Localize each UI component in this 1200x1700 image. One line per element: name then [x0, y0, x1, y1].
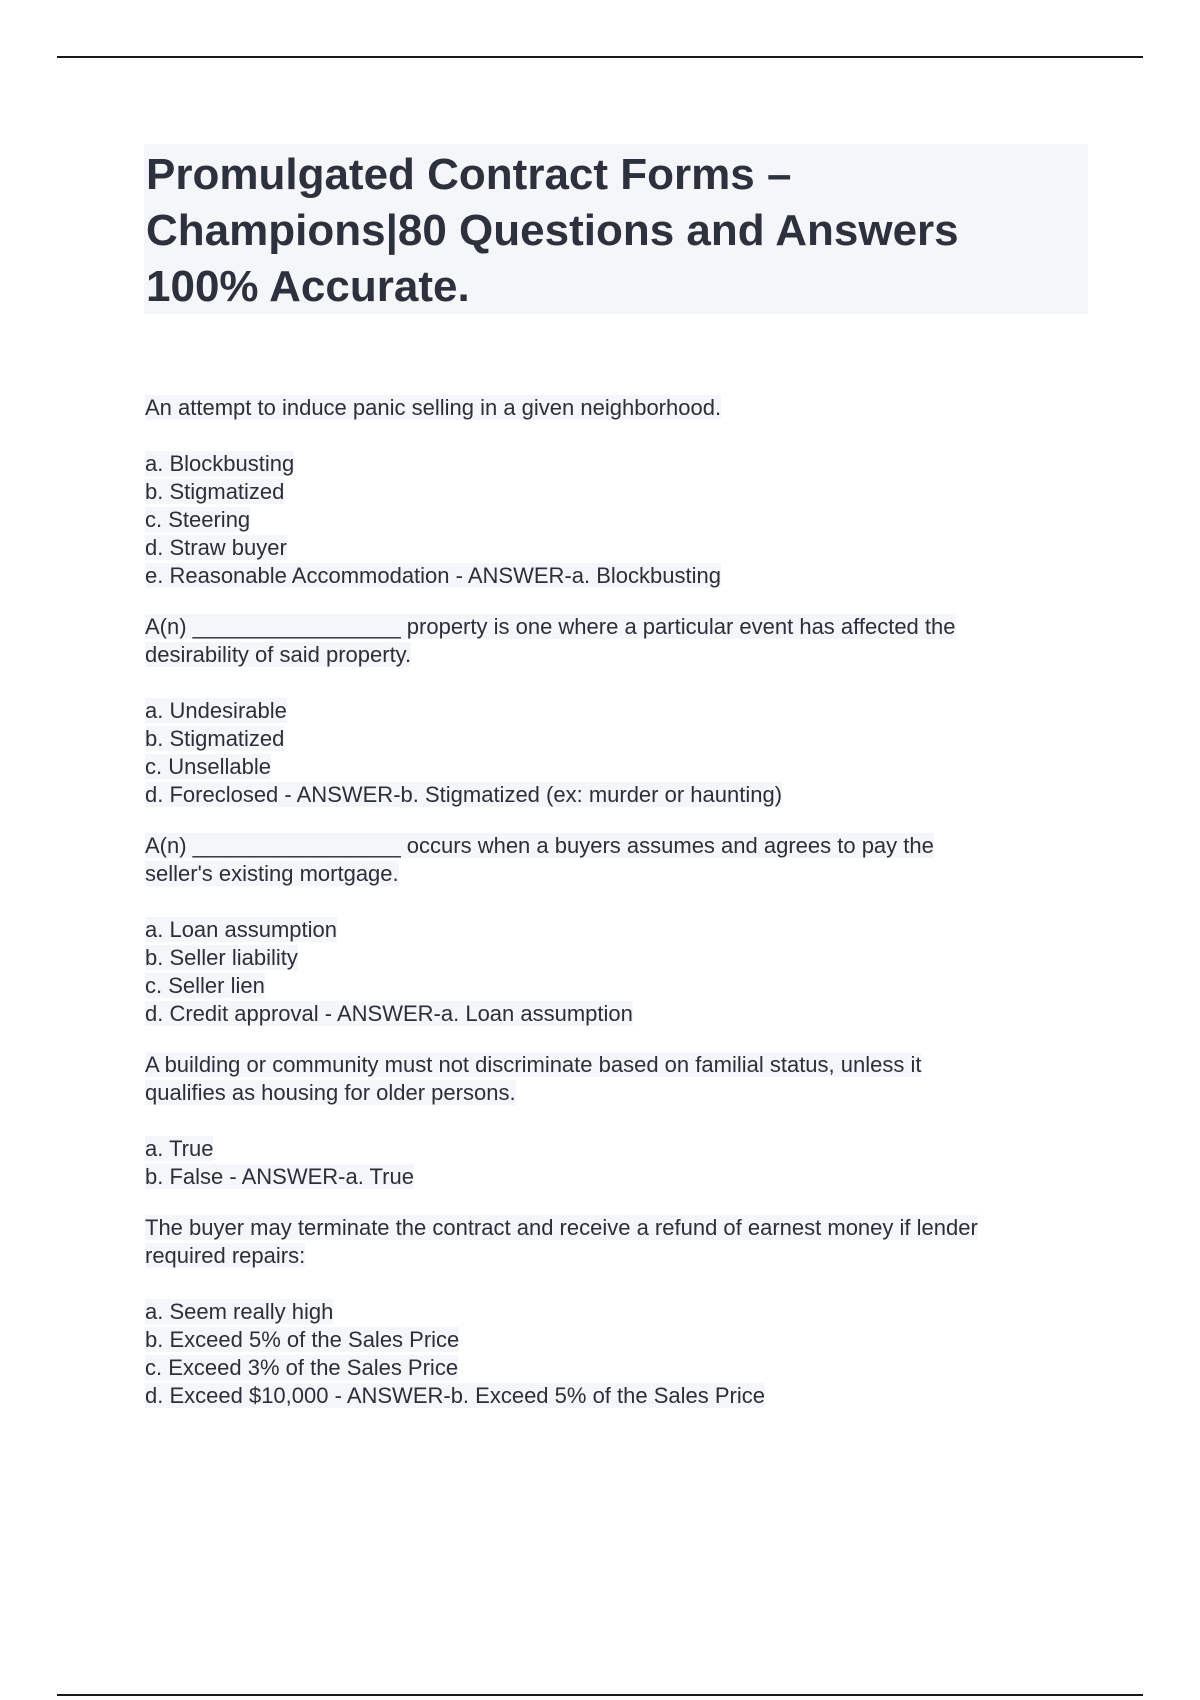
answer-option — [145, 725, 1085, 753]
answer-option — [145, 944, 1085, 972]
question-text-line: desirability of said property. — [145, 642, 412, 667]
option-text: c. Steering — [145, 507, 251, 532]
question-3 — [145, 832, 1085, 1028]
answer-option — [145, 916, 1085, 944]
option-text: b. Stigmatized — [145, 479, 285, 504]
question-text-line: The buyer may terminate the contract and receive a refund of earnest money if lender — [145, 1215, 978, 1240]
question-text-line: qualifies as housing for older persons. — [145, 1080, 516, 1105]
answer-option-with-answer — [145, 781, 1085, 809]
answer-option — [145, 1326, 1085, 1354]
question-text-line: A(n) _________________ occurs when a buyers assumes and agrees to pay the — [145, 833, 934, 858]
title-line: 100% Accurate. — [146, 262, 470, 311]
answer-option-with-answer — [145, 1382, 1085, 1410]
top-rule — [57, 56, 1143, 58]
question-text — [145, 1214, 1085, 1270]
answer-option-with-answer — [145, 1163, 1085, 1191]
title-line: Champions|80 Questions and Answers — [146, 206, 959, 255]
answer-option — [145, 450, 1085, 478]
answer-option — [145, 1298, 1085, 1326]
option-text: a. Seem really high — [145, 1299, 334, 1324]
option-text: b. Stigmatized — [145, 726, 285, 751]
bottom-rule — [57, 1694, 1143, 1696]
question-text — [145, 394, 1085, 422]
option-text: b. Exceed 5% of the Sales Price — [145, 1327, 460, 1352]
answer-option — [145, 972, 1085, 1000]
option-text: d. Credit approval - ANSWER-a. Loan assumption — [145, 1001, 633, 1026]
option-text: d. Exceed $10,000 - ANSWER-b. Exceed 5% of the Sales Price — [145, 1383, 765, 1408]
answer-options — [145, 916, 1085, 1028]
option-text: b. Seller liability — [145, 945, 298, 970]
question-text — [145, 832, 1085, 888]
question-list — [145, 394, 1085, 1433]
answer-option — [145, 753, 1085, 781]
answer-option — [145, 697, 1085, 725]
option-text: c. Unsellable — [145, 754, 271, 779]
question-text — [145, 1051, 1085, 1107]
option-text: d. Straw buyer — [145, 535, 287, 560]
answer-option — [145, 1354, 1085, 1382]
document-title — [144, 144, 1088, 314]
question-text-line: A(n) _________________ property is one where a particular event has affected the — [145, 614, 956, 639]
question-text-line: required repairs: — [145, 1243, 306, 1268]
option-text: a. Blockbusting — [145, 451, 295, 476]
answer-option — [145, 534, 1085, 562]
option-text: e. Reasonable Accommodation - ANSWER-a. Blockbusting — [145, 563, 721, 588]
question-text-line: seller's existing mortgage. — [145, 861, 399, 886]
question-1 — [145, 394, 1085, 590]
answer-options — [145, 697, 1085, 809]
option-text: a. Loan assumption — [145, 917, 338, 942]
option-text: c. Exceed 3% of the Sales Price — [145, 1355, 459, 1380]
question-text-line: An attempt to induce panic selling in a given neighborhood. — [145, 395, 722, 420]
answer-option — [145, 506, 1085, 534]
answer-option-with-answer — [145, 1000, 1085, 1028]
answer-options — [145, 1298, 1085, 1410]
option-text: b. False - ANSWER-a. True — [145, 1164, 414, 1189]
question-5 — [145, 1214, 1085, 1410]
question-4 — [145, 1051, 1085, 1191]
answer-option — [145, 1135, 1085, 1163]
question-text — [145, 613, 1085, 669]
option-text: d. Foreclosed - ANSWER-b. Stigmatized (ex: murder or haunting) — [145, 782, 783, 807]
answer-options — [145, 450, 1085, 590]
question-text-line: A building or community must not discriminate based on familial status, unless it — [145, 1052, 922, 1077]
answer-option-with-answer — [145, 562, 1085, 590]
title-line: Promulgated Contract Forms – — [146, 150, 792, 199]
option-text: a. Undesirable — [145, 698, 287, 723]
option-text: c. Seller lien — [145, 973, 265, 998]
answer-options — [145, 1135, 1085, 1191]
question-2 — [145, 613, 1085, 809]
answer-option — [145, 478, 1085, 506]
option-text: a. True — [145, 1136, 214, 1161]
